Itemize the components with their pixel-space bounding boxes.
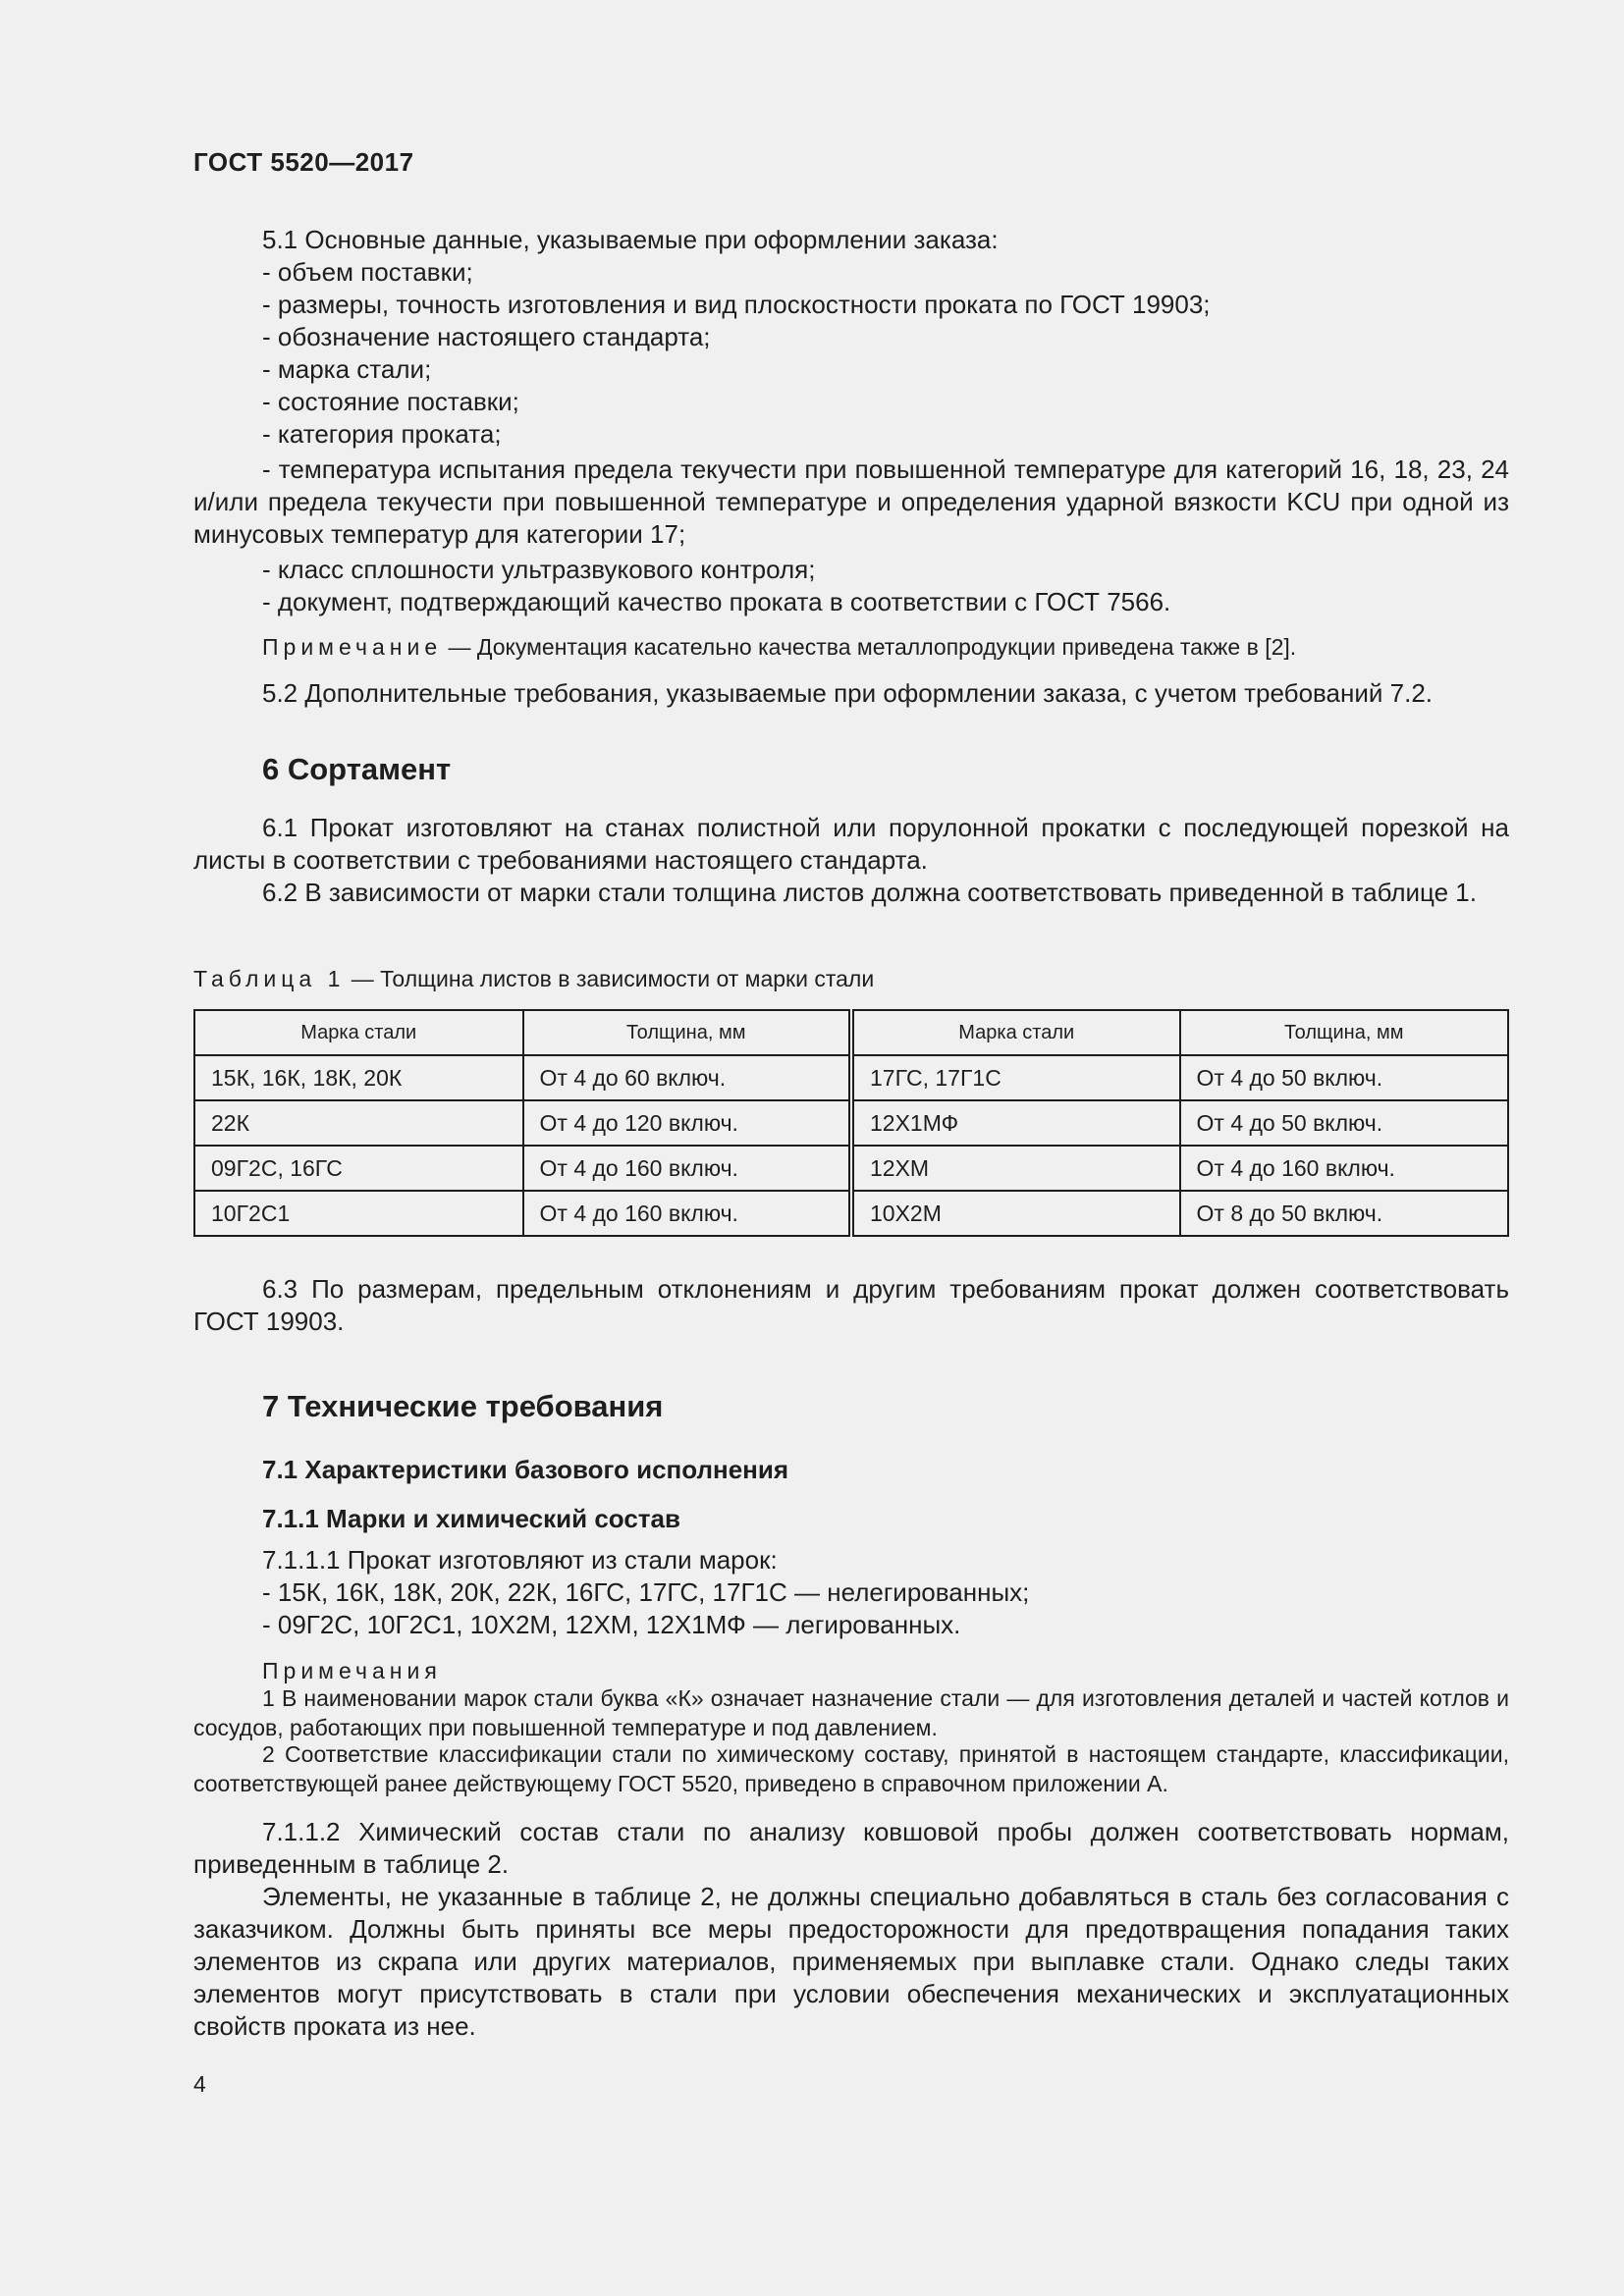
paragraph-5-1: 5.1 Основные данные, указываемые при оформлении заказа: [262,225,999,254]
document-header: ГОСТ 5520—2017 [193,147,414,177]
table-cell: От 4 до 50 включ. [1180,1100,1509,1146]
paragraph-6-3: 6.3 По размерам, предельным отклонениям и другим требованиям прокат должен соответствовать ГОСТ 19903. [193,1274,1509,1336]
note-label: Примечание [262,634,443,660]
table-cell: От 4 до 160 включ. [1180,1146,1509,1191]
document-page [193,0,1509,2296]
list-item: - обозначение настоящего стандарта; [262,322,711,351]
list-item: - документ, подтверждающий качество проката в соответствии с ГОСТ 7566. [262,587,1171,616]
note-2: 2 Соответствие классификации стали по химическому составу, принятой в настоящем стандарте, классификации, соответствующей ранее действующему ГОСТ 5520, приведено в справочном приложении А. [193,1741,1509,1796]
list-item: - марка стали; [262,354,432,384]
table-cell: От 4 до 50 включ. [1180,1055,1509,1100]
section-6-title: 6 Сортамент [262,752,452,786]
list-item: - класс сплошности ультразвукового контроля; [262,555,816,584]
table-header-row [194,1010,1508,1055]
table-cell: От 4 до 120 включ. [523,1100,852,1146]
notes-label: Примечания [262,1658,442,1683]
table-1 [193,1009,1509,1237]
note-5-1 [262,632,1509,662]
table-cell: 22К [194,1100,523,1146]
list-item-temperature: - температура испытания предела текучести при повышенной температуре для категорий 16, 18, 23, 24 и/или предела текучести при повышенной температуре и определения ударной вязкости KCU при одной из минусовых температур для категории 17; [193,454,1509,549]
paragraph-elements: Элементы, не указанные в таблице 2, не должны специально добавляться в сталь без согласования с заказчиком. Должны быть приняты все меры предосторожности для предотвращения попадания таких элементов из скрапа или других материалов, применяемых при выплавке стали. Однако следы таких элементов могут присутствовать в стали при условии обеспечения механических и эксплуатационных свойств проката из нее. [193,1882,1509,2041]
list-item: - размеры, точность изготовления и вид плоскостности проката по ГОСТ 19903; [262,290,1211,319]
table-cell: 10Г2С1 [194,1191,523,1236]
list-item: - категория проката; [262,419,502,449]
column-header: Марка стали [851,1010,1180,1055]
list-item: - объем поставки; [262,257,473,287]
paragraph-6-1: 6.1 Прокат изготовляют на станах полистной или порулонной прокатки с последующей порезкой на листы в соответствии с требованиями настоящего стандарта. [193,813,1509,875]
table-row [194,1100,1508,1146]
column-header: Марка стали [194,1010,523,1055]
table-cell: От 4 до 160 включ. [523,1191,852,1236]
paragraph-7-1-1-1: 7.1.1.1 Прокат изготовляют из стали марок: [262,1545,778,1575]
table-cell: 15К, 16К, 18К, 20К [194,1055,523,1100]
paragraph-7-1-1-2: 7.1.1.2 Химический состав стали по анализу ковшовой пробы должен соответствовать нормам, приведенным в таблице 2. [193,1817,1509,1879]
table-cell: 10Х2М [851,1191,1180,1236]
table-cell: От 8 до 50 включ. [1180,1191,1509,1236]
subsection-7-1-1-title: 7.1.1 Марки и химический состав [262,1504,680,1533]
table-1-caption [193,964,874,993]
table-cell: 09Г2С, 16ГС [194,1146,523,1191]
section-7-title: 7 Технические требования [262,1389,664,1423]
table-row [194,1191,1508,1236]
note-text: — Документация касательно качества металлопродукции приведена также в [2]. [442,634,1297,660]
paragraph-6-2: 6.2 В зависимости от марки стали толщина листов должна соответствовать приведенной в таблице 1. [262,878,1477,907]
list-item: - 09Г2С, 10Г2С1, 10Х2М, 12ХМ, 12Х1МФ — легированных. [262,1610,961,1639]
table-cell: 17ГС, 17Г1С [851,1055,1180,1100]
table-cell: От 4 до 160 включ. [523,1146,852,1191]
note-1: 1 В наименовании марок стали буква «К» означает назначение стали — для изготовления деталей и частей котлов и сосудов, работающих при повышенной температуре и под давлением. [193,1685,1509,1740]
table-cell: От 4 до 60 включ. [523,1055,852,1100]
table-cell: 12Х1МФ [851,1100,1180,1146]
table-row [194,1146,1508,1191]
list-item: - состояние поставки; [262,387,519,416]
paragraph-5-2: 5.2 Дополнительные требования, указываемые при оформлении заказа, с учетом требований 7.2. [262,678,1434,708]
table-cell: 12ХМ [851,1146,1180,1191]
column-header: Толщина, мм [1180,1010,1509,1055]
table-label: Таблица 1 [193,966,346,991]
column-header: Толщина, мм [523,1010,852,1055]
list-item: - 15К, 16К, 18К, 20К, 22К, 16ГС, 17ГС, 17Г1С — нелегированных; [262,1577,1030,1607]
table-row [194,1055,1508,1100]
table-title: — Толщина листов в зависимости от марки стали [345,966,875,991]
subsection-7-1-title: 7.1 Характеристики базового исполнения [262,1455,789,1484]
page-number: 4 [193,2071,206,2097]
